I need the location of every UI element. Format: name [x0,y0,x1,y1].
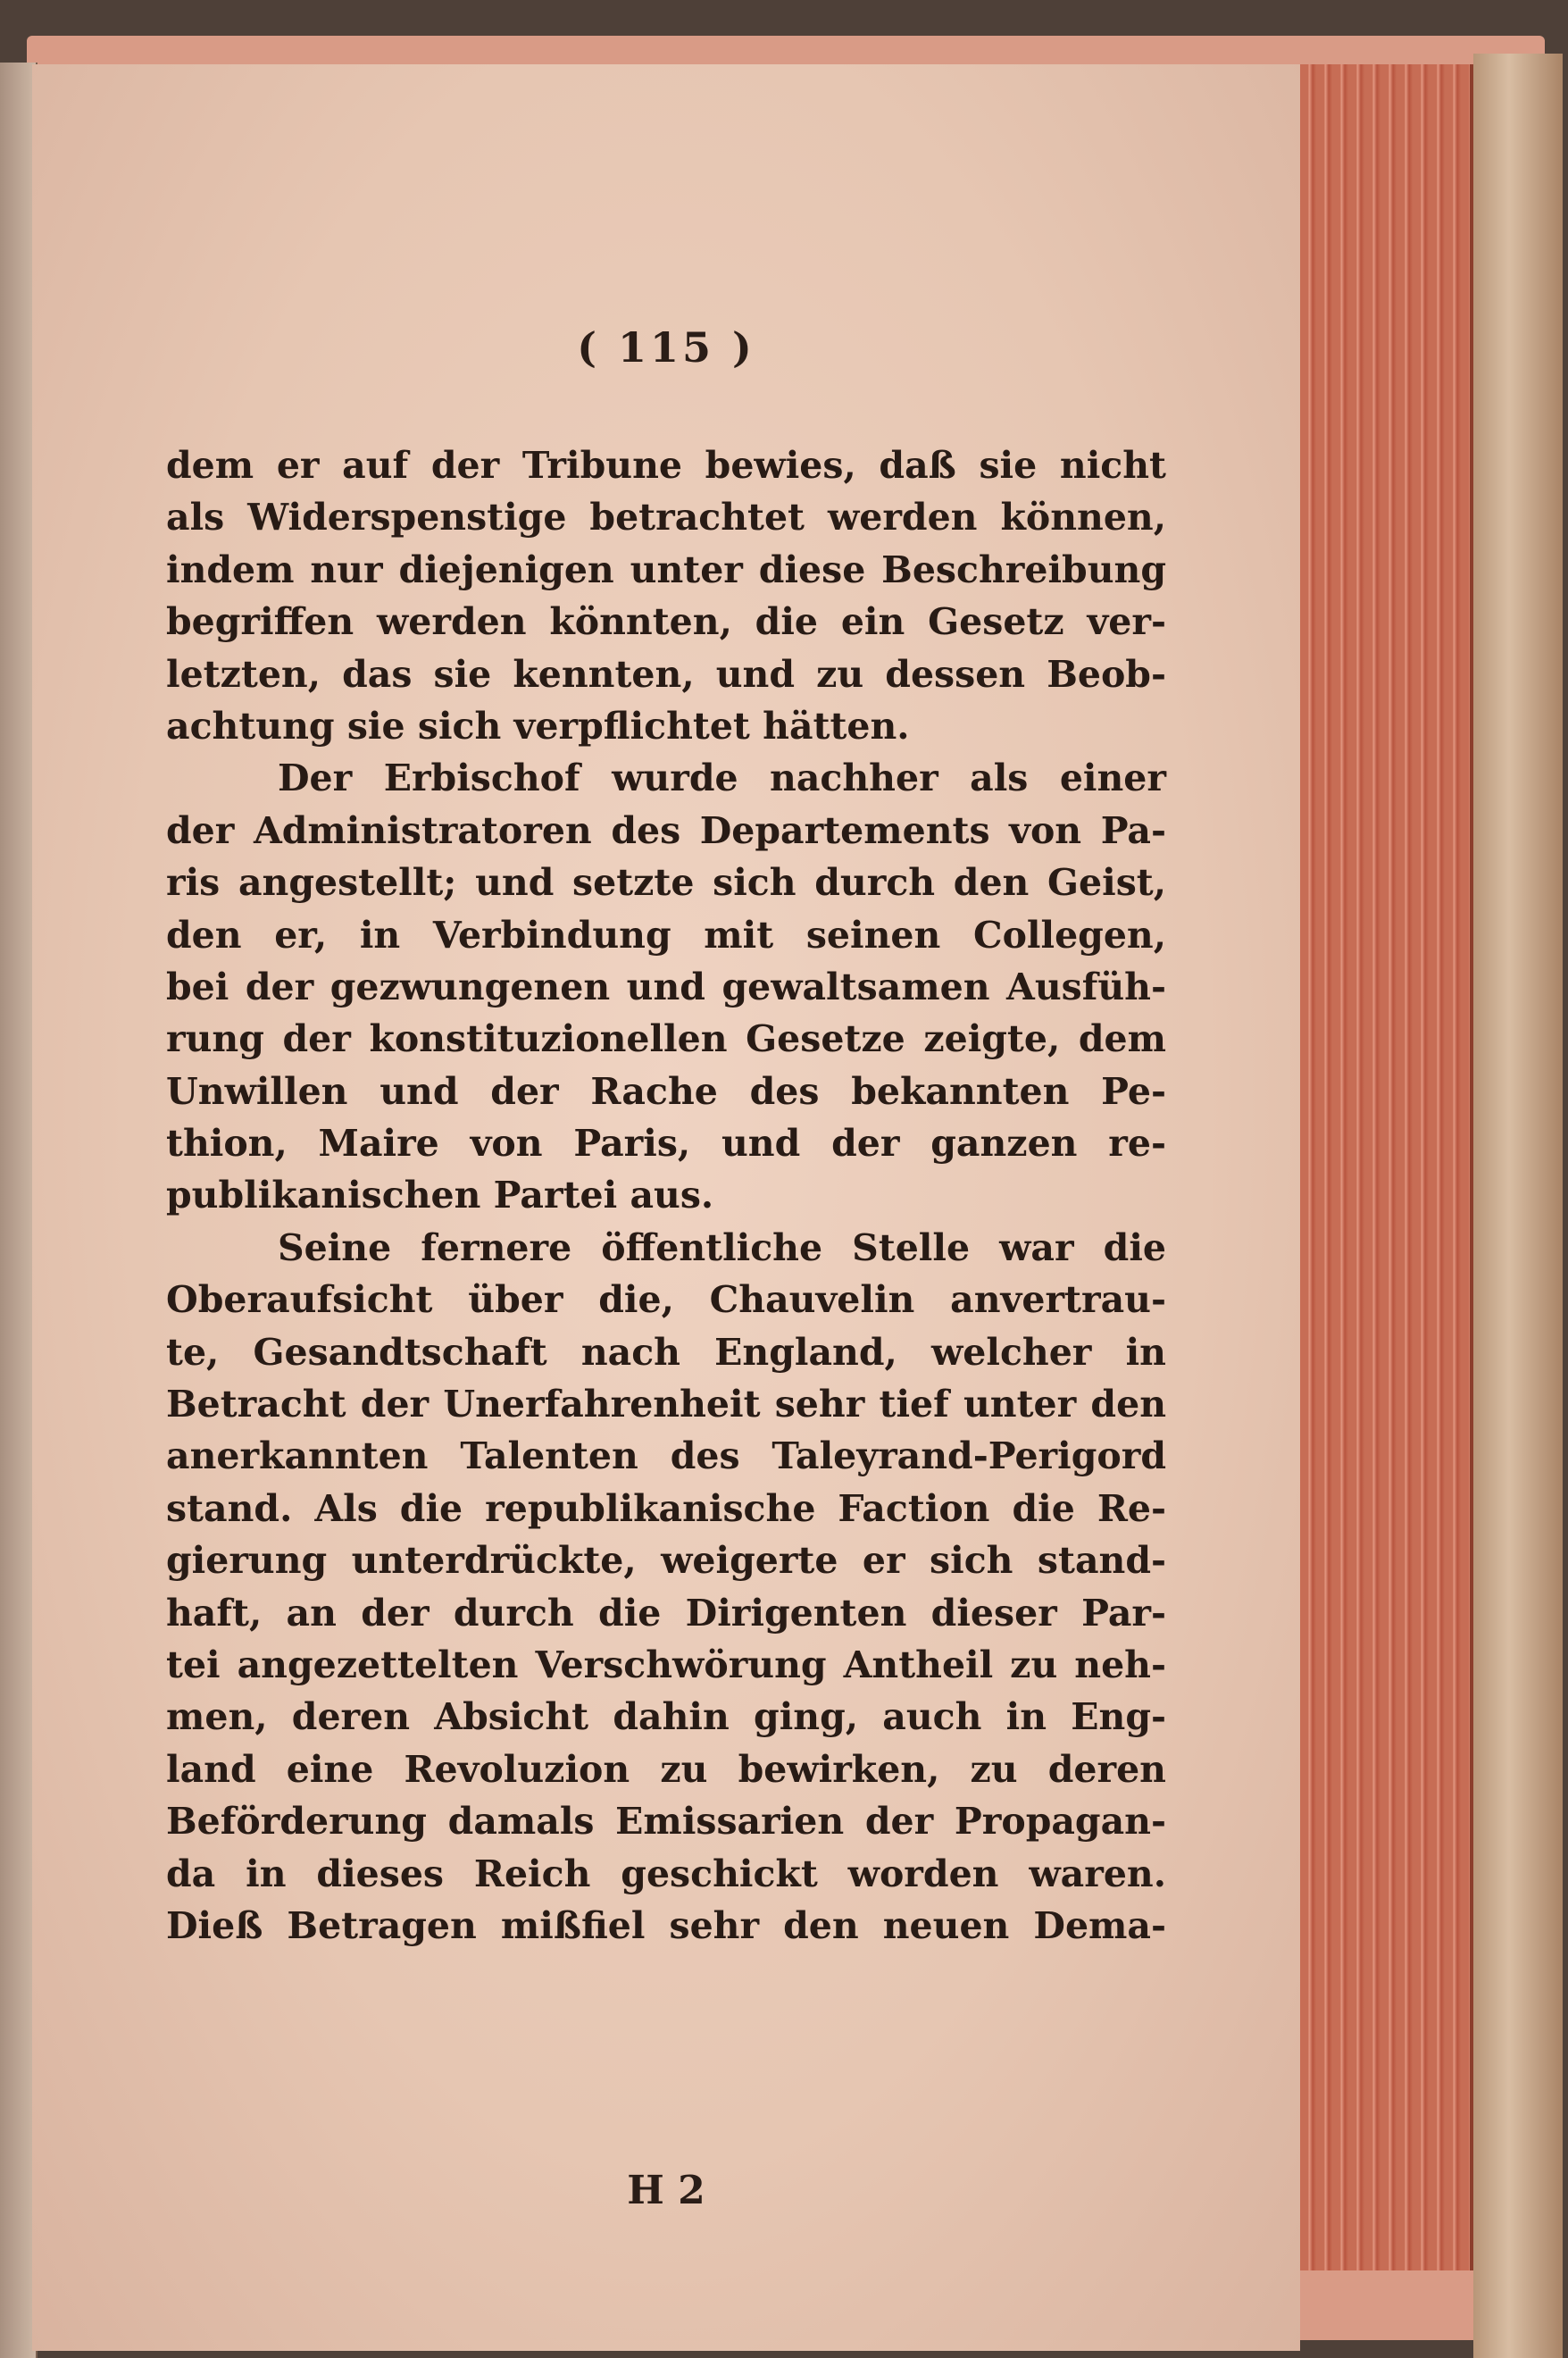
text-line: land eine Revoluzion zu bewirken, zu deren [166,1747,1166,1791]
text-line: Oberaufsicht über die, Chauvelin anvertrau- [166,1278,1166,1322]
text-line: rung der konstituzionellen Gesetze zeigte, dem [166,1017,1166,1061]
body-text [166,439,1166,1952]
text-line: da in dieses Reich geschickt worden waren. [166,1852,1166,1895]
text-line: Dieß Betragen mißfiel sehr den neuen Dema- [166,1903,1166,1947]
text-line: thion, Maire von Paris, und der ganzen re- [166,1122,1166,1166]
text-line: dem er auf der Tribune bewies, daß sie nicht [166,444,1166,487]
text-line: den er, in Verbindung mit seinen Collegen, [166,913,1166,957]
signature-mark: H 2 [627,2168,705,2213]
text-line: begriffen werden könnten, die ein Gesetz ver- [166,600,1166,644]
text-line: Der Erbischof wurde nachher als einer [278,757,1166,800]
text-line: gierung unterdrückte, weigerte er sich stand- [166,1539,1166,1583]
text-line: Betracht der Unerfahrenheit sehr tief unter den [166,1383,1166,1426]
text-line: Unwillen und der Rache des bekannten Pe- [166,1069,1166,1113]
text-line: stand. Als die republikanische Faction die Re- [166,1486,1166,1530]
text-line: als Widerspenstige betrachtet werden können, [166,496,1166,539]
book-cover-edge [1473,54,1563,2358]
text-line: ris angestellt; und setzte sich durch den Geist, [166,861,1166,905]
text-line: te, Gesandtschaft nach England, welcher in [166,1330,1166,1374]
page-number: ( 115 ) [577,323,755,372]
book-page [32,64,1300,2351]
text-line: achtung sie sich verpflichtet hätten. [166,704,910,748]
text-line: indem nur diejenigen unter diese Beschreibung [166,548,1166,591]
text-line: bei der gezwungenen und gewaltsamen Ausfüh- [166,965,1166,1008]
page-edges [1300,64,1473,2270]
text-line: letzten, das sie kennten, und zu dessen Beob- [166,652,1166,696]
text-line: anerkannten Talenten des Taleyrand-Perigord [166,1434,1166,1478]
text-line: men, deren Absicht dahin ging, auch in Eng- [166,1695,1166,1739]
text-line: publikanischen Partei aus. [166,1174,714,1217]
text-line: Beförderung damals Emissarien der Propagan- [166,1800,1166,1844]
text-line: der Administratoren des Departements von Pa- [166,808,1166,852]
text-line: haft, an der durch die Dirigenten dieser Par- [166,1591,1166,1635]
text-line: tei angezettelten Verschwörung Antheil zu neh- [166,1643,1166,1686]
text-line: Seine fernere öffentliche Stelle war die [278,1225,1166,1269]
